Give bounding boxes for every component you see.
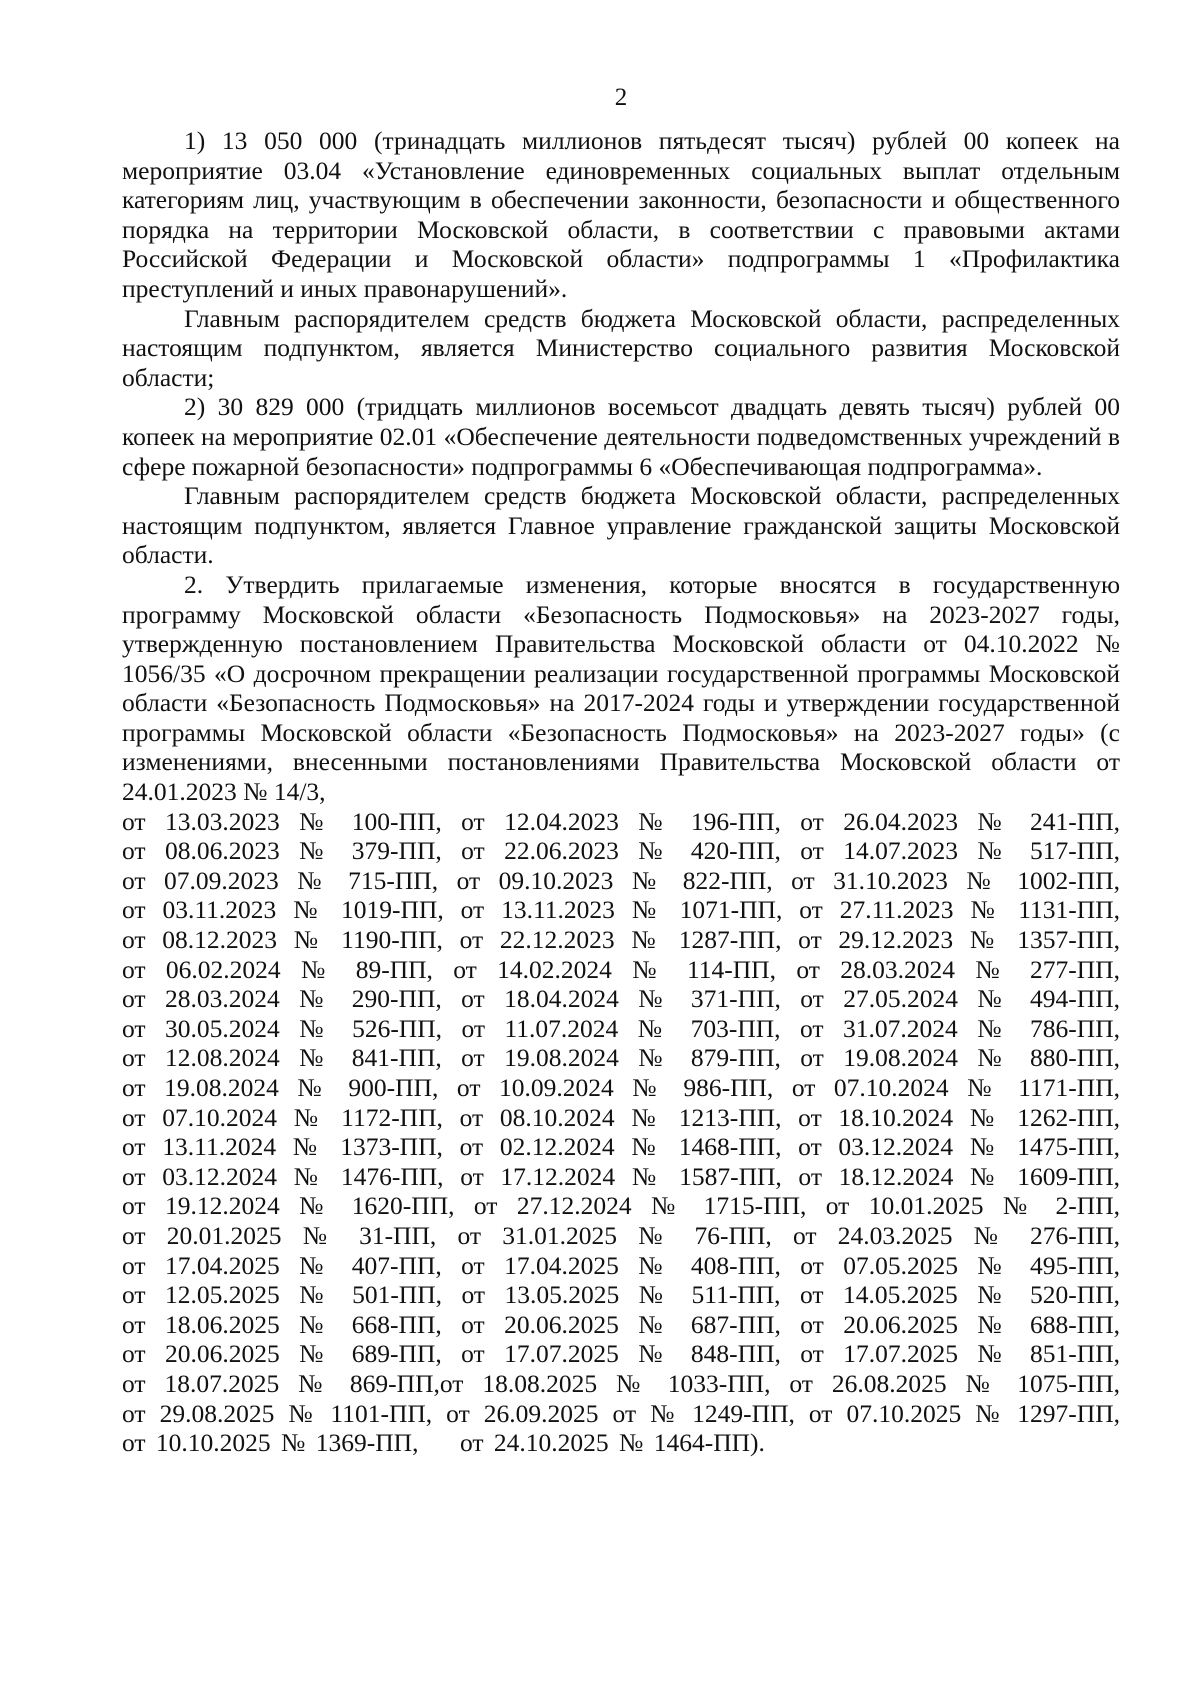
amendments-list: [122, 807, 1120, 1458]
paragraph-distributor-2: Главным распорядителем средств бюджета Московской области, распределенных настоящим подпунктом, является Главное управление гражданской защиты Московской области.: [122, 481, 1120, 570]
paragraph-distributor-1: Главным распорядителем средств бюджета Московской области, распределенных настоящим подпунктом, является Министерство социального развития Московской области;: [122, 303, 1120, 392]
amendment-line: от 17.04.2025 № 407-ПП, от 17.04.2025 № 408-ПП, от 07.05.2025 № 495-ПП,: [122, 1250, 1120, 1280]
amendment-line: от 19.12.2024 № 1620-ПП, от 27.12.2024 № 1715-ПП, от 10.01.2025 № 2-ПП,: [122, 1191, 1120, 1221]
amendment-line: от 07.09.2023 № 715-ПП, от 09.10.2023 № 822-ПП, от 31.10.2023 № 1002-ПП,: [122, 865, 1120, 895]
amendment-line: от 06.02.2024 № 89-ПП, от 14.02.2024 № 114-ПП, от 28.03.2024 № 277-ПП,: [122, 954, 1120, 984]
page-number: 2: [614, 84, 628, 111]
paragraph-item-1: 1) 13 050 000 (тринадцать миллионов пятьдесят тысяч) рублей 00 копеек на мероприятие 03.04 «Установление единовременных социальных выплат отдельным категориям лиц, участвующим в обеспечении законности, безопасности и общественного порядка на территории Московской области, в соответствии с правовыми актами Российской Федерации и Московской области» подпрограммы 1 «Профилактика преступлений и иных правонарушений».: [122, 126, 1120, 303]
amendment-line: от 18.06.2025 № 668-ПП, от 20.06.2025 № 687-ПП, от 20.06.2025 № 688-ПП,: [122, 1309, 1120, 1339]
amendment-line: от 12.08.2024 № 841-ПП, от 19.08.2024 № 879-ПП, от 19.08.2024 № 880-ПП,: [122, 1043, 1120, 1073]
amendment-line: от 13.11.2024 № 1373-ПП, от 02.12.2024 № 1468-ПП, от 03.12.2024 № 1475-ПП,: [122, 1132, 1120, 1162]
amendment-line: от 08.06.2023 № 379-ПП, от 22.06.2023 № 420-ПП, от 14.07.2023 № 517-ПП,: [122, 836, 1120, 866]
paragraph-approve-changes: 2. Утвердить прилагаемые изменения, которые вносятся в государственную программу Московской области «Безопасность Подмосковья» на 2023-2027 годы, утвержденную постановлением Правительства Московской области от 04.10.2022 № 1056/35 «О досрочном прекращении реализации государственной программы Московской области «Безопасность Подмосковья» на 2017-2024 годы и утверждении государственной программы Московской области «Безопасность Подмосковья» на 2023-2027 годы» (с изменениями, внесенными постановлениями Правительства Московской области от 24.01.2023 № 14/3,: [122, 569, 1120, 807]
amendment-line: от 07.10.2024 № 1172-ПП, от 08.10.2024 № 1213-ПП, от 18.10.2024 № 1262-ПП,: [122, 1102, 1120, 1132]
amendment-line: от 19.08.2024 № 900-ПП, от 10.09.2024 № 986-ПП, от 07.10.2024 № 1171-ПП,: [122, 1073, 1120, 1102]
amendment-line: от 20.01.2025 № 31-ПП, от 31.01.2025 № 76-ПП, от 24.03.2025 № 276-ПП,: [122, 1220, 1120, 1250]
amendment-line: от 30.05.2024 № 526-ПП, от 11.07.2024 № 703-ПП, от 31.07.2024 № 786-ПП,: [122, 1013, 1120, 1043]
amendment-line: от 12.05.2025 № 501-ПП, от 13.05.2025 № 511-ПП, от 14.05.2025 № 520-ПП,: [122, 1280, 1120, 1310]
amendment-line: от 20.06.2025 № 689-ПП, от 17.07.2025 № 848-ПП, от 17.07.2025 № 851-ПП,: [122, 1339, 1120, 1369]
amendment-line: от 03.11.2023 № 1019-ПП, от 13.11.2023 № 1071-ПП, от 27.11.2023 № 1131-ПП,: [122, 895, 1120, 925]
paragraph-item-2: 2) 30 829 000 (тридцать миллионов восемьсот двадцать девять тысяч) рублей 00 копеек на мероприятие 02.01 «Обеспечение деятельности подведомственных учреждений в сфере пожарной безопасности» подпрограммы 6 «Обеспечивающая подпрограмма».: [122, 392, 1120, 481]
amendment-line: от 13.03.2023 № 100-ПП, от 12.04.2023 № 196-ПП, от 26.04.2023 № 241-ПП,: [122, 806, 1120, 836]
amendment-line-final: от 10.10.2025 № 1369-ПП, от 24.10.2025 № 1464-ПП).: [122, 1428, 765, 1458]
amendment-line: от 29.08.2025 № 1101-ПП, от 26.09.2025 от № 1249-ПП, от 07.10.2025 № 1297-ПП,: [122, 1398, 1120, 1428]
amendment-line: от 03.12.2024 № 1476-ПП, от 17.12.2024 № 1587-ПП, от 18.12.2024 № 1609-ПП,: [122, 1161, 1120, 1191]
amendment-line: от 18.07.2025 № 869-ПП,от 18.08.2025 № 1033-ПП, от 26.08.2025 № 1075-ПП,: [122, 1368, 1120, 1398]
amendment-line: от 28.03.2024 № 290-ПП, от 18.04.2024 № 371-ПП, от 27.05.2024 № 494-ПП,: [122, 984, 1120, 1014]
amendment-line: от 08.12.2023 № 1190-ПП, от 22.12.2023 № 1287-ПП, от 29.12.2023 № 1357-ПП,: [122, 925, 1120, 955]
